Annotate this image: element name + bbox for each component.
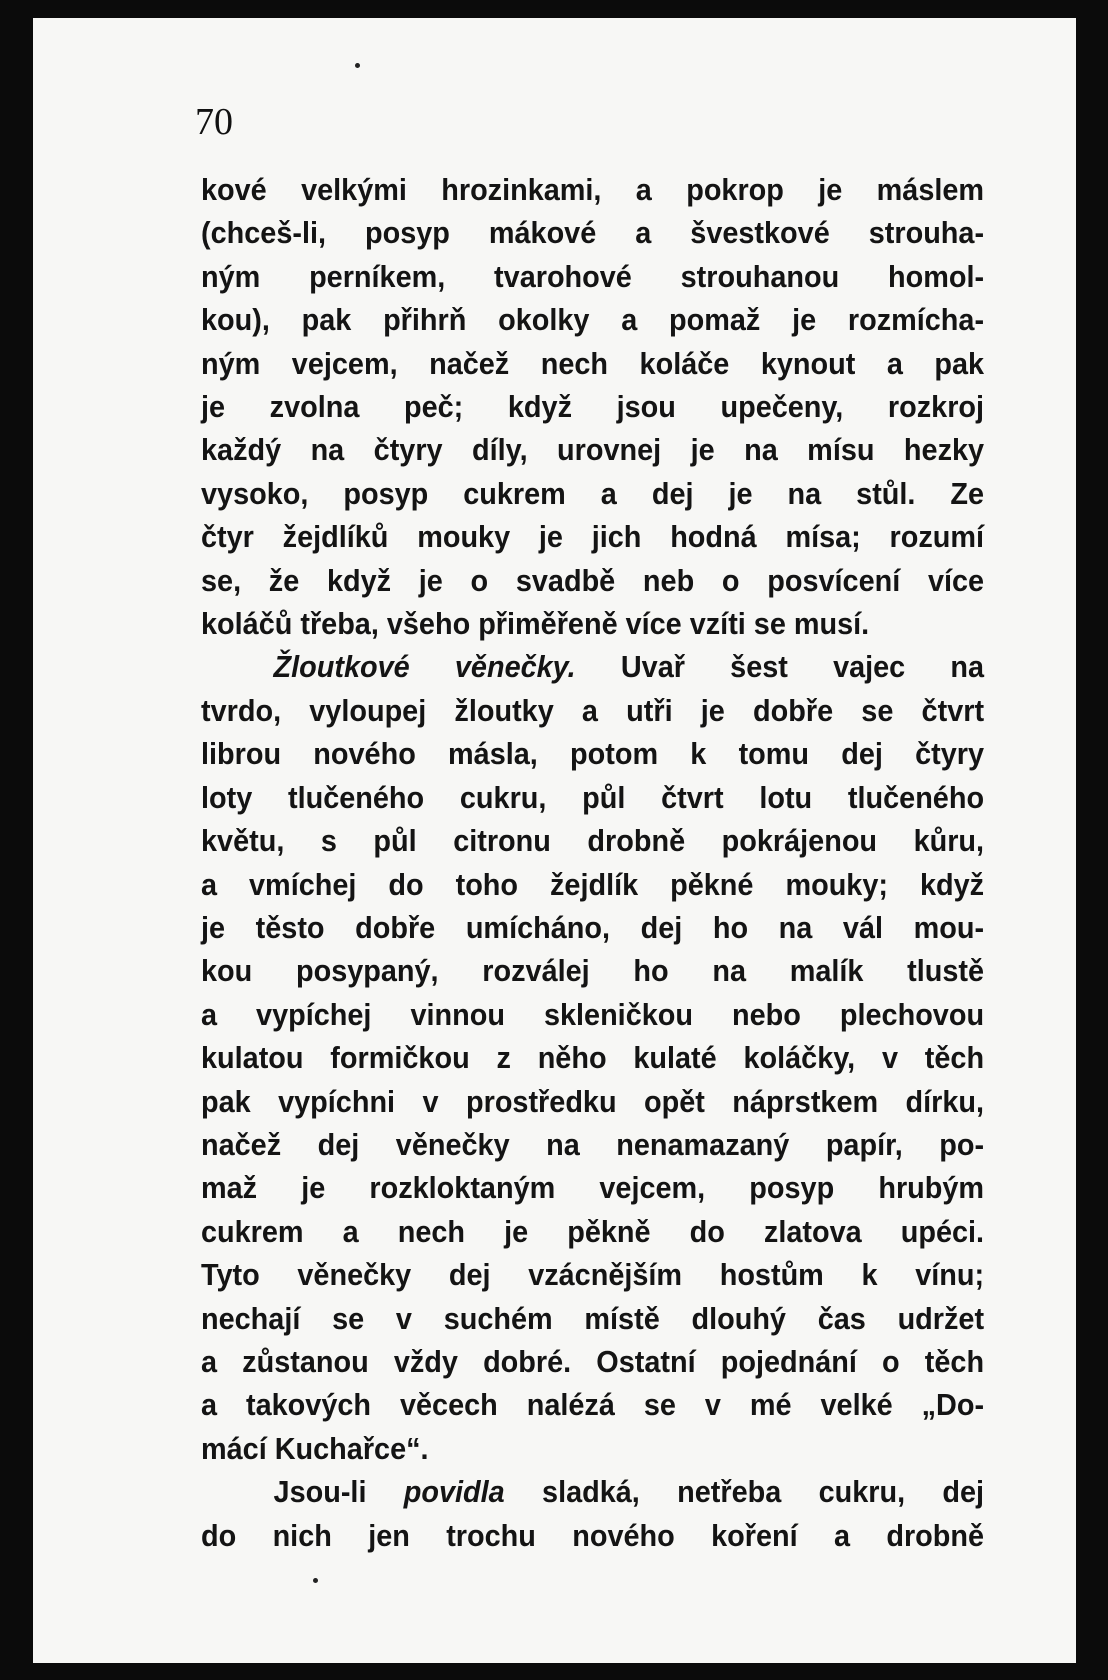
text-line: a takových věcech nalézá se v mé velké „Do- (201, 1387, 985, 1423)
text-line: vysoko, posyp cukrem a dej je na stůl. Ze (201, 475, 985, 511)
text-line: tvrdo, vyloupej žloutky a utři je dobře se čtvrt (201, 692, 985, 728)
text-line: ným vejcem, načež nech koláče kynout a pak (201, 345, 985, 381)
text-line: loty tlučeného cukru, půl čtvrt lotu tlučeného (201, 779, 985, 815)
text-line: načež dej věnečky na nenamazaný papír, po- (201, 1126, 985, 1162)
text-line: kou posypaný, rozválej ho na malík tlustě (201, 953, 985, 989)
recipe-heading-line (201, 645, 984, 688)
text-line: do nich jen trochu nového koření a drobně (201, 1517, 985, 1553)
book-page (33, 18, 1076, 1663)
text-line: Tyto věnečky dej vzácnějším hostům k vínu; (201, 1257, 985, 1293)
text-line: kové velkými hrozinkami, a pokrop je máslem (201, 172, 985, 207)
speck-mark (313, 1578, 318, 1583)
recipe-title-povidla: povidla (403, 1474, 505, 1510)
page-number: 70 (195, 101, 233, 143)
text-line: koláčů třeba, všeho přiměřeně více vzíti se musí. (201, 606, 870, 642)
text-line: čtyr žejdlíků mouky je jich hodná mísa; rozumí (201, 519, 985, 555)
text-line: a vypíchej vinnou skleničkou nebo plechovou (201, 996, 985, 1032)
recipe-heading-line (201, 1470, 984, 1513)
text-line: je zvolna peč; když jsou upečeny, rozkroj (201, 389, 985, 425)
text-line: a vmíchej do toho žejdlík pěkné mouky; když (201, 866, 985, 902)
text-line: (chceš-li, posyp mákové a švestkové strouha- (201, 215, 985, 251)
text-line: maž je rozkloktaným vejcem, posyp hrubým (201, 1170, 985, 1206)
recipe-first-line-text: sladká, netřeba cukru, dej (542, 1474, 985, 1510)
text-line: librou nového másla, potom k tomu dej čtyry (201, 736, 985, 772)
text-line: cukrem a nech je pěkně do zlatova upéci. (201, 1213, 985, 1249)
speck-mark (355, 63, 360, 68)
text-line: nechají se v suchém místě dlouhý čas udržet (201, 1300, 985, 1336)
text-line: ným perníkem, tvarohové strouhanou homol- (201, 258, 985, 294)
recipe-title-zloutkove-venecky: Žloutkové věnečky. (273, 649, 576, 685)
text-line: květu, s půl citronu drobně pokrájenou kůru, (201, 823, 985, 859)
text-line: je těsto dobře umícháno, dej ho na vál mou- (201, 909, 985, 945)
text-line: mácí Kuchařce“. (201, 1430, 429, 1466)
text-line: pak vypíchni v prostředku opět náprstkem dírku, (201, 1083, 985, 1119)
recipe-intro-text: Jsou-li (273, 1474, 367, 1510)
body-text (201, 168, 984, 1557)
text-line: kou), pak přihrň okolky a pomaž je rozmícha- (201, 302, 985, 338)
text-line: každý na čtyry díly, urovnej je na mísu hezky (201, 432, 985, 468)
text-line: a zůstanou vždy dobré. Ostatní pojednání o těch (201, 1343, 985, 1379)
text-line: kulatou formičkou z něho kulaté koláčky, v těch (201, 1040, 985, 1076)
text-line: se, že když je o svadbě neb o posvícení více (201, 562, 985, 598)
recipe-first-line-text: Uvař šest vajec na (620, 649, 985, 685)
